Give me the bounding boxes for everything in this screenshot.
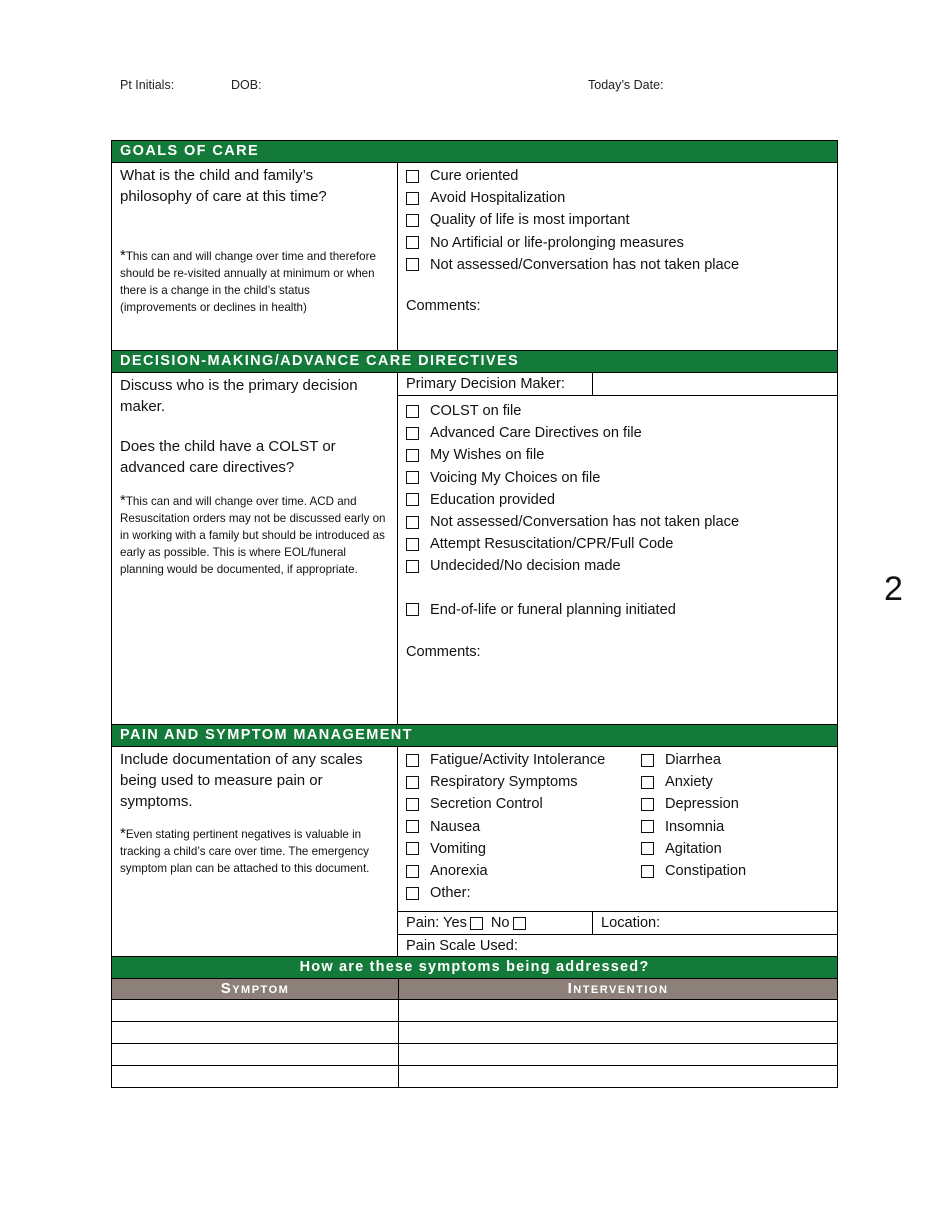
option-label: Depression [665,796,739,813]
checkbox[interactable] [406,170,419,183]
checkbox[interactable] [406,192,419,205]
symptom-option[interactable] [641,749,829,771]
checkbox[interactable] [406,427,419,440]
option-label: Anxiety [665,774,713,791]
care-form [111,140,838,1088]
symptom-option[interactable] [641,838,829,860]
option-label: Anorexia [430,863,488,880]
goals-option[interactable] [406,254,829,276]
option-label: Other: [430,885,471,902]
intervention-cell[interactable] [399,1066,837,1087]
eol-planning-option[interactable] [406,599,829,621]
symptom-option[interactable] [406,793,641,815]
goals-of-care-row [112,163,837,351]
checkbox[interactable] [641,754,654,767]
dob-label: DOB: [231,78,262,92]
directive-option[interactable] [406,533,829,555]
option-label: End-of-life or funeral planning initiated [430,601,676,618]
checkbox[interactable] [406,754,419,767]
table-row [112,1000,837,1022]
symptom-cell[interactable] [112,1066,399,1087]
checkbox[interactable] [406,493,419,506]
checkbox[interactable] [406,449,419,462]
pain-symptom-guidance [112,747,398,956]
option-label: Nausea [430,818,481,835]
symptom-option[interactable] [641,793,829,815]
option-label: Insomnia [665,818,725,835]
primary-decision-maker-input[interactable] [593,373,837,395]
goals-option[interactable] [406,165,829,187]
option-label: Education provided [430,491,555,508]
symptom-option[interactable] [406,860,641,882]
checkbox[interactable] [406,865,419,878]
decision-making-guidance [112,373,398,724]
directive-option[interactable] [406,400,829,422]
directive-option[interactable] [406,555,829,577]
symptom-option-other[interactable] [406,882,641,904]
goals-option[interactable] [406,209,829,231]
intervention-header-text: INTERVENTION [567,980,669,997]
decision-making-row [112,373,837,725]
directive-option[interactable] [406,489,829,511]
checkbox[interactable] [406,516,419,529]
option-label: Vomiting [430,840,486,857]
symptom-option[interactable] [641,771,829,793]
pain-question: Include documentation of any scales being used to measure pain or symptoms. [120,751,363,810]
goals-question: What is the child and family’s philosophy of care at this time? [120,167,327,205]
goals-option[interactable] [406,232,829,254]
goals-note: *This can and will change over time and therefore should be re-visited annually at minimum or when there is a change in the child’s status (improvements or declines in health) [120,247,376,314]
checkbox[interactable] [406,820,419,833]
symptom-option[interactable] [406,749,641,771]
pain-symptom-header: PAIN AND SYMPTOM MANAGEMENT [112,725,837,747]
intervention-cell[interactable] [399,1022,837,1043]
symptom-intervention-header [112,979,837,1000]
option-label: Agitation [665,840,722,857]
checkbox[interactable] [406,258,419,271]
symptom-cell[interactable] [112,1000,399,1021]
table-row [112,1022,837,1044]
pain-note-text: Even stating pertinent negatives is valuable in tracking a child’s care over time. The emergency symptom plan can be attached to this document. [120,828,370,875]
symptom-option[interactable] [641,860,829,882]
decision-making-options [398,373,837,724]
symptoms-addressed-header: How are these symptoms being addressed? [112,957,837,979]
goals-comments-field[interactable]: Comments: [406,298,481,315]
checkbox[interactable] [406,560,419,573]
option-label: No Artificial or life-prolonging measures [430,234,684,251]
directive-option[interactable] [406,422,829,444]
option-label: Advanced Care Directives on file [430,425,642,442]
checkbox[interactable] [406,405,419,418]
option-label: Not assessed/Conversation has not taken place [430,514,740,531]
option-label: Secretion Control [430,796,543,813]
option-label: Fatigue/Activity Intolerance [430,752,606,768]
symptom-option[interactable] [641,816,829,838]
pain-symptom-row [112,747,837,957]
pain-no-checkbox[interactable] [513,917,526,930]
checkbox[interactable] [406,776,419,789]
symptom-option[interactable] [406,816,641,838]
pain-scale-field[interactable]: Pain Scale Used: [406,938,518,954]
checkbox[interactable] [641,776,654,789]
option-label: COLST on file [430,403,522,419]
option-label: Constipation [665,863,747,880]
checkbox[interactable] [406,538,419,551]
pain-note: *Even stating pertinent negatives is valuable in tracking a child’s care over time. The emergency symptom plan can be attached to this document. [120,825,370,875]
symptom-cell[interactable] [112,1044,399,1065]
option-label: Undecided/No decision made [430,558,621,575]
symptom-table [112,1000,837,1087]
pain-yes-checkbox[interactable] [470,917,483,930]
goals-of-care-header: GOALS OF CARE [112,141,837,163]
pain-yes-label: Pain: Yes [406,915,467,931]
directive-option[interactable] [406,444,829,466]
pain-yes-no [398,912,593,934]
decision-note: *This can and will change over time. ACD and Resuscitation orders may not be discussed early on in working with a family but should be introduced as early as possible. This is where EOL/funeral planning would be documented, if appropriate. [120,492,386,576]
decision-question-2: Does the child have a COLST or advanced care directives? [120,438,336,476]
goals-options [398,163,837,350]
decision-making-header: DECISION-MAKING/ADVANCE CARE DIRECTIVES [112,351,837,373]
checkbox[interactable] [406,236,419,249]
symptom-option[interactable] [406,771,641,793]
page-number: 2 [884,570,903,608]
option-label: Diarrhea [665,752,721,768]
symptom-option[interactable] [406,838,641,860]
symptom-options [398,747,837,956]
pain-scale-row [398,935,837,957]
option-label: Avoid Hospitalization [430,190,566,207]
option-label: Voicing My Choices on file [430,469,601,486]
intervention-cell[interactable] [399,1000,837,1021]
checkbox[interactable] [641,798,654,811]
symptom-header-text: YMPTOM [232,984,290,996]
primary-decision-maker-row [398,373,837,396]
table-row [112,1044,837,1066]
intervention-cell[interactable] [399,1044,837,1065]
symptom-column-header: SYMPTOM [112,979,399,999]
goals-option[interactable] [406,187,829,209]
option-label: My Wishes on file [430,447,545,464]
table-row [112,1066,837,1087]
symptom-cell[interactable] [112,1022,399,1043]
directive-option[interactable] [406,511,829,533]
decision-question-1: Discuss who is the primary decision maker. [120,377,358,415]
primary-decision-maker-label: Primary Decision Maker: [398,373,593,395]
decision-comments-field[interactable]: Comments: [406,643,481,660]
pain-no-label: No [490,915,510,931]
option-label: Attempt Resuscitation/CPR/Full Code [430,536,674,553]
checkbox[interactable] [406,214,419,227]
decision-note-text: This can and will change over time. ACD and Resuscitation orders may not be discussed early on in working with a family but should be introduced as early as possible. This is where EOL/funeral planning would be documented, if appropriate. [120,495,386,576]
intervention-column-header [399,979,837,999]
checkbox[interactable] [406,798,419,811]
checkbox[interactable] [641,842,654,855]
checkbox[interactable] [406,471,419,484]
todays-date-label: Today’s Date: [588,78,664,92]
checkbox[interactable] [641,865,654,878]
option-label: Not assessed/Conversation has not taken place [430,256,740,273]
checkbox[interactable] [406,887,419,900]
pain-location-field[interactable]: Location: [601,915,661,931]
directive-option[interactable] [406,467,829,489]
option-label: Quality of life is most important [430,212,630,229]
pain-location-row [398,912,837,935]
option-label: Respiratory Symptoms [430,774,578,791]
pt-initials-label: Pt Initials: [120,78,175,92]
option-label: Cure oriented [430,168,519,184]
checkbox[interactable] [406,603,419,616]
goals-of-care-guidance [112,163,398,350]
checkbox[interactable] [641,820,654,833]
goals-note-text: This can and will change over time and therefore should be re-visited annually at minimum or when there is a change in the child’s status (improvements or declines in health) [120,250,376,314]
checkbox[interactable] [406,842,419,855]
